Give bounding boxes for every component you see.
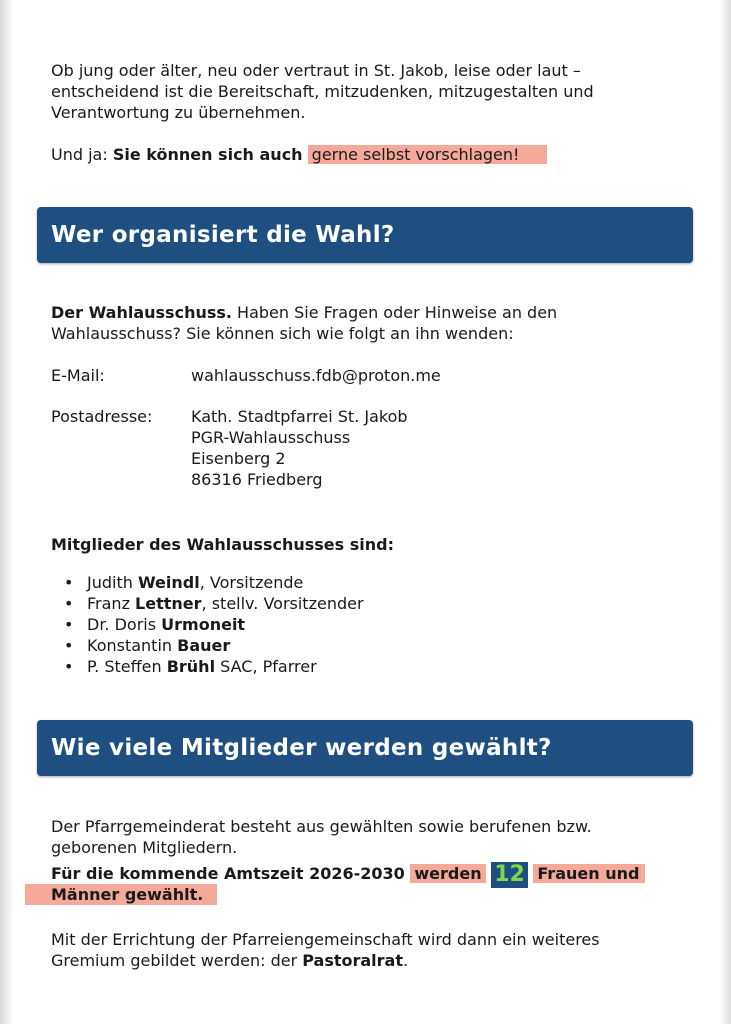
email-label: E-Mail: [51, 366, 105, 385]
self-nomination-bold: Sie können sich auch [112, 145, 303, 164]
section-banner-members [37, 720, 693, 776]
committee-intro: Der Wahlausschuss. Haben Sie Fragen oder Hinweise an den Wahlausschuss? Sie können sich wie folgt an ihn wenden: [51, 303, 558, 343]
section-title-organizer: Wer organisiert die Wahl? [51, 222, 395, 248]
term-highlight-frauen: Frauen und [533, 864, 645, 883]
term-bold: Für die kommende Amtszeit 2026-2030 [51, 864, 405, 883]
page-shadow-right [719, 0, 731, 1024]
term-highlight-werden: werden [410, 864, 485, 883]
member-count-badge: 12 [491, 862, 528, 888]
intro-paragraph [51, 60, 594, 123]
intro-line-2: entscheidend ist die Bereitschaft, mitzudenken, mitzugestalten und [51, 82, 594, 101]
council-paragraph: Der Pfarrgemeinderat besteht aus gewählten sowie berufenen bzw. geborenen Mitgliedern. [51, 817, 592, 857]
committee-intro-bold: Der Wahlausschuss. [51, 303, 232, 322]
member-item: • Judith Weindl, Vorsitzende [64, 573, 304, 592]
member-item: • Konstantin Bauer [64, 636, 231, 655]
address-line: Eisenberg 2 [191, 449, 286, 468]
self-nomination-line: Und ja: Sie können sich auch gerne selbst vorschlagen! [51, 144, 547, 165]
address-line: 86316 Friedberg [191, 470, 323, 489]
self-nomination-highlight: gerne selbst vorschlagen! [308, 145, 548, 164]
address-line: Kath. Stadtpfarrei St. Jakob [191, 407, 408, 426]
members-heading: Mitglieder des Wahlausschusses sind: [51, 535, 394, 554]
member-item: • Franz Lettner, stellv. Vorsitzender [64, 594, 364, 613]
term-highlight-line2: Männer gewählt. [25, 884, 217, 905]
members-list [51, 572, 364, 677]
section-title-members: Wie viele Mitglieder werden gewählt? [51, 735, 552, 761]
member-item: • P. Steffen Brühl SAC, Pfarrer [64, 657, 317, 676]
pastoral-council-bold: Pastoralrat [302, 951, 403, 970]
section-banner-organizer [37, 207, 693, 263]
page-shadow-left [0, 0, 14, 1024]
address-line: PGR-Wahlausschuss [191, 428, 351, 447]
pastoral-paragraph: Mit der Errichtung der Pfarreiengemeinschaft wird dann ein weiteres Gremium gebildet werden: der Pastoralrat. [51, 930, 600, 970]
postal-label: Postadresse: [51, 407, 153, 426]
intro-line-1: Ob jung oder älter, neu oder vertraut in St. Jakob, leise oder laut – [51, 61, 581, 80]
email-address[interactable]: wahlausschuss.fdb@proton.me [191, 366, 441, 385]
intro-line-3: Verantwortung zu übernehmen. [51, 103, 306, 122]
postal-address [191, 406, 408, 490]
member-item: • Dr. Doris Urmoneit [64, 615, 246, 634]
